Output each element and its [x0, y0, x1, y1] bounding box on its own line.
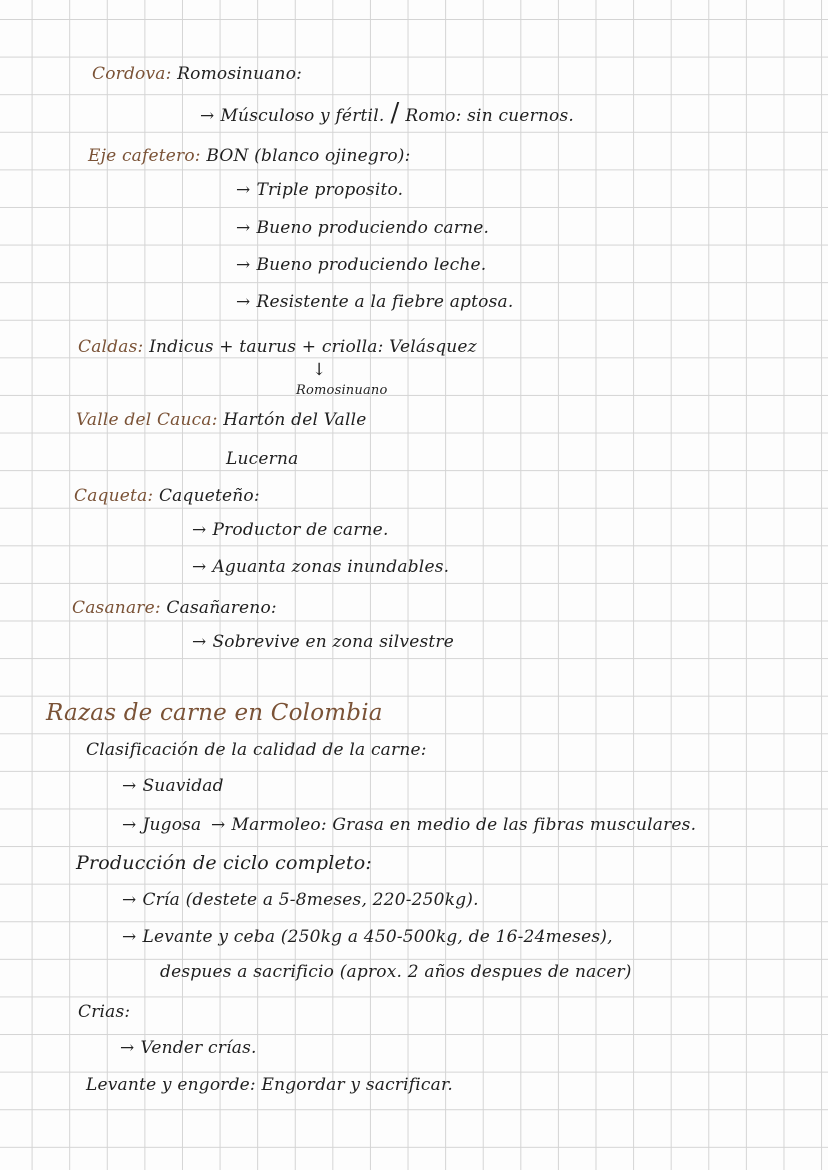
crias-item-text: Vender crías.	[140, 1038, 257, 1058]
quality-item-jugosa	[122, 815, 696, 835]
casanare-trait	[192, 632, 454, 652]
caldas-text: Indicus + taurus + criolla: Velásquez	[149, 337, 477, 357]
arrow-icon: →	[122, 927, 137, 947]
cordova-line	[92, 64, 302, 84]
cycle-item	[122, 890, 479, 910]
arrow-icon: →	[236, 180, 251, 200]
cycle-levante-text: Levante y ceba (250kg a 450-500kg, de 16-24meses),	[142, 927, 613, 947]
bon-trait-text: Resistente a la fiebre aptosa.	[256, 292, 514, 312]
arrow-icon: →	[236, 292, 251, 312]
caldas-line	[78, 337, 477, 357]
arrow-icon: →	[236, 218, 251, 238]
arrow-icon: →	[211, 815, 226, 835]
arrow-icon: →	[122, 776, 137, 796]
bon-trait	[236, 292, 513, 312]
caqueta-line	[74, 486, 260, 506]
breed-casanareno: Casañareno:	[166, 598, 277, 618]
breed-romosinuano: Romosinuano:	[177, 64, 303, 84]
arrow-icon: →	[200, 106, 215, 126]
valle-line	[76, 410, 367, 430]
quality-marmoleo-text: Marmoleo: Grasa en medio de las fibras musculares.	[231, 815, 697, 835]
arrow-icon: →	[192, 557, 207, 577]
caqueta-trait-text: Aguanta zonas inundables.	[212, 557, 450, 577]
arrow-icon: →	[236, 255, 251, 275]
arrow-icon: →	[192, 520, 207, 540]
cycle-item	[122, 927, 613, 947]
bon-trait-text: Bueno produciendo leche.	[256, 255, 487, 275]
cordova-trait-line	[200, 98, 574, 128]
cordova-trait: Músculoso y fértil.	[220, 106, 385, 126]
arrow-icon: →	[192, 632, 207, 652]
caqueta-trait	[192, 557, 449, 577]
quality-item-suavidad	[122, 776, 224, 796]
bon-trait	[236, 218, 489, 238]
levante-engorde: Levante y engorde: Engordar y sacrificar.	[86, 1075, 454, 1095]
region-label-cordova: Cordova:	[92, 64, 172, 84]
breed-lucerna: Lucerna	[226, 449, 299, 469]
bon-trait-text: Bueno produciendo carne.	[256, 218, 490, 238]
cordova-note: Romo: sin cuernos.	[405, 106, 575, 126]
region-label-valle: Valle del Cauca:	[76, 410, 218, 430]
arrow-icon: →	[122, 815, 137, 835]
casanare-trait-text: Sobrevive en zona silvestre	[212, 632, 455, 652]
region-label-eje-cafetero: Eje cafetero:	[88, 146, 201, 166]
casanare-line	[72, 598, 277, 618]
crias-item	[120, 1038, 257, 1058]
breed-bon: BON (blanco ojinegro):	[206, 146, 411, 166]
bon-trait	[236, 180, 403, 200]
cycle-cria-text: Cría (destete a 5-8meses, 220-250kg).	[142, 890, 479, 910]
quality-title: Clasificación de la calidad de la carne:	[86, 740, 427, 760]
arrow-icon: →	[120, 1038, 135, 1058]
quality-suavidad-text: Suavidad	[142, 776, 224, 796]
down-arrow-icon: ↓	[312, 360, 327, 380]
breed-harton: Hartón del Valle	[223, 410, 367, 430]
bon-trait	[236, 255, 486, 275]
caqueta-trait-text: Productor de carne.	[212, 520, 389, 540]
crias-title: Crias:	[78, 1002, 131, 1022]
caqueta-trait	[192, 520, 389, 540]
cycle-title: Producción de ciclo completo:	[76, 852, 372, 874]
eje-cafetero-line	[88, 146, 411, 166]
quality-jugosa-text: Jugosa	[142, 815, 202, 835]
region-label-casanare: Casanare:	[72, 598, 161, 618]
breed-caqueteno: Caqueteño:	[158, 486, 260, 506]
arrow-icon: →	[122, 890, 137, 910]
region-label-caldas: Caldas:	[78, 337, 144, 357]
section-title: Razas de carne en Colombia	[46, 700, 383, 726]
region-label-caqueta: Caqueta:	[74, 486, 154, 506]
bon-trait-text: Triple proposito.	[256, 180, 404, 200]
slash-divider: /	[390, 98, 400, 128]
cycle-item-continued: despues a sacrificio (aprox. 2 años despues de nacer)	[160, 962, 632, 982]
caldas-derived: Romosinuano	[296, 383, 388, 398]
